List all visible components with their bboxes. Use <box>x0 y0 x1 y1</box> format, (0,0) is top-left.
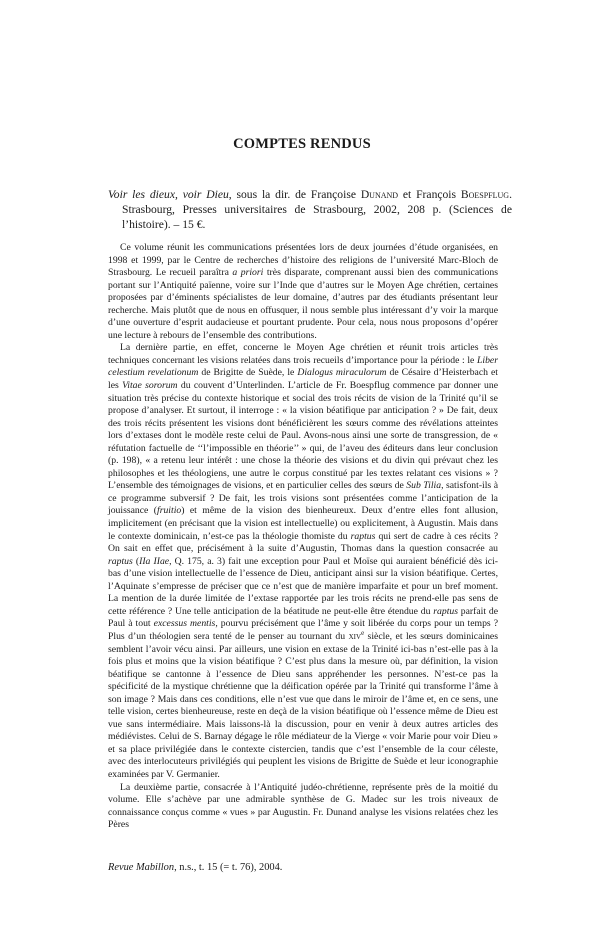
reference-part-2: et François <box>398 188 461 201</box>
italic-text: fruitio <box>157 505 182 517</box>
italic-text: a priori <box>232 267 264 279</box>
body-paragraph <box>108 342 498 781</box>
journal-title: Revue Mabillon <box>108 862 175 873</box>
text-segment: La dernière partie, en effet, concerne le Moyen Age chrétien et réunit trois articles très techniques concernant les visions relatées dans trois recueils d’importance pour la période : le <box>108 342 498 366</box>
text-segment: xiv <box>348 630 362 642</box>
italic-text: raptus <box>108 555 133 567</box>
text-segment: Ce volume réunit les communications présentées lors de deux journées d’étude organisées, en 1998 et 1999, par le Centre de recherches d’histoire des religions de l’université Marc-Bloch de Strasbourg. Le recueil paraîtra <box>108 242 498 279</box>
book-title: Voir les dieux, voir Dieu <box>108 188 229 201</box>
editor-2-surname: Boespflug <box>460 188 510 201</box>
text-segment: très disparate, comprenant aussi bien des communications portant sur l’Antiquité païenne, voire sur l’Inde que d’autres sur le Moyen Age chrétien, certaines proposées par d’éminents spécialistes de leur domaine, d’autres par des étudiants présentant leur recherche. Mais plutôt que de nous en offusquer, il nous semble plus intéressant d’y voir la marque d’une ouverture d’esprit audacieuse et pourtant prudente. Pour cela, nous nous proposons d’opérer une lecture à rebours de l’ensemble des contributions. <box>108 267 498 341</box>
editor-1-surname: Dunand <box>360 188 399 201</box>
text-segment: , pourvu précisément que l’âme y soit libérée du corps pour un temps ? Plus d’un théologien sera tenté de le penser au tournant du <box>108 618 498 642</box>
italic-text: Dialogus miraculorum <box>297 367 387 379</box>
text-segment: de Brigitte de Suède, le <box>198 367 298 379</box>
text-segment: , satisfont-ils à ce programme subversif ? De fait, les trois visions sont présentées comme l’anticipation de la jouissance ( <box>108 480 498 517</box>
text-segment: siècle, et les sœurs dominicaines semblent l’avoir vécu ainsi. Par ailleurs, une vision en extase de la Trinité ici-bas n’est-elle pas à la fois plus et moins que la vision béatifique ? C’est plus dans la mesure où, par définition, la vision béatifique se cantonne à l’essence de Dieu sans appréhender les personnes. N’est-ce pas la spécificité de la mystique chrétienne que la déification opérée par la Trinité qui transforme l’âme à son image ? Mais dans ces conditions, elle n’est vue que dans le miroir de l’âme et, en ce sens, une telle vision, certes bienheureuse, reste en deçà de la vision béatifique où l’essence même de Dieu est vue sans intermédiaire. Mais laissons-là la discussion, pour en venir à deux autres articles des médiévistes. Celui de S. Barnay dégage le rôle médiateur de la Vierge « voir Marie pour voir Dieu » et sa place privilégiée dans le contexte cistercien, tandis que c’est l’ensemble de la cour céleste, avec des interlocuteurs privilégiés qui peuplent les visions de Brigitte de Suède et leur iconographie examinées par V. Germanier. <box>108 630 498 780</box>
body-paragraph <box>108 242 498 342</box>
italic-text: Liber celestium revelationum <box>108 354 498 379</box>
text-segment: ( <box>132 555 140 567</box>
text-segment: qui sert de cadre à ces récits ? On sait en effet que, précisément à la suite d’Augustin, Thomas dans la question consacrée au <box>108 530 498 555</box>
review-body <box>108 242 498 832</box>
text-segment: La deuxième partie, consacrée à l’Antiquité judéo-chrétienne, représente près de la moitié du volume. Elle s’achève par une admirable synthèse de G. Madec sur les trois niveaux de connaissance conçus comme « vues » par Augustin. Fr. Dunand analyse les visions relatées chez les Pères <box>108 781 498 831</box>
text-segment: du couvent d’Unterlinden. L’article de Fr. Boespflug commence par donner une situation très précise du contexte historique et social des trois récits de vision de la Trinité qu’il se propose d’analyser. Et surtout, il interroge : « la vision béatifique par anticipation ? » De fait, deux des trois récits présentent les visions dont bénéficièrent les sœurs comme des révélations atteintes lors d’extases dont le modèle reste celui de Paul. Avons-nous ainsi une sorte de transgression, de « réfutation factuelle de ‘‘l’impossible en théorie’’ » qui, de l’aveu des éditeurs dans leur conclusion (p. 198), « a retenu leur intérêt : une chose la théorie des visions et du divin qui prévaut chez les philosophes et les théologiens, une autre le corpus constitué par les textes relatant ces visions » ? L’ensemble des témoignages de visions, et en particulier celles des sœurs de <box>108 380 499 492</box>
text-segment: de Césaire d’Heisterbach et les <box>108 367 498 392</box>
italic-text: Sub Tilia <box>406 480 442 492</box>
section-heading: COMPTES RENDUS <box>233 136 371 152</box>
text-segment: parfait de Paul à tout <box>108 605 499 630</box>
italic-text: Vitae sororum <box>122 380 178 392</box>
reference-part-1: , sous la dir. de Françoise <box>228 188 361 201</box>
body-paragraph <box>108 782 498 832</box>
text-segment: , Q. 175, a. 3) fait une exception pour Paul et Moïse qui auraient bénéficié dès ici-bas d’une vision intellectuelle de l’essence de Dieu, anticipant ainsi sur la vision béatifique. Certes, l’Aquinate s’empresse de préciser que ce n’est que de manière imparfaite et pour un bref moment. La mention de la durée limitée de l’extase rapportée par les trois récits ne prend-elle pas sens de cette référence ? Une telle anticipation de la béatitude ne peut-elle être étendue du <box>108 555 498 617</box>
italic-text: IIa IIae <box>139 555 170 567</box>
italic-text: excessus mentis <box>153 618 216 630</box>
italic-text: raptus <box>350 530 376 542</box>
text-segment: e <box>361 629 365 637</box>
reference-part-3: . Strasbourg, Presses universitaires de Strasbourg, 2002, 208 p. (Sciences de l’histoire). – 15 €. <box>122 188 512 231</box>
italic-text: raptus <box>433 605 458 617</box>
page-footer <box>108 862 498 873</box>
text-segment: ) et même de la vision des bienheureux. Deux d’entre elles font allusion, implicitement (en précisant que la vision est intellectuelle) ou explicitement, à Augustin. Mais dans le contexte dominicain, n’est-ce pas la théologie thomiste du <box>108 505 498 542</box>
book-reference <box>108 188 512 232</box>
journal-details: , n.s., t. 15 (= t. 76), 2004. <box>174 862 283 873</box>
